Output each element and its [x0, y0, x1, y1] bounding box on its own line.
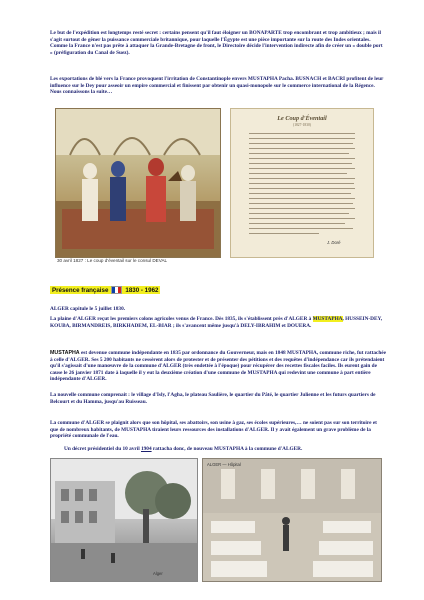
text-line [249, 163, 352, 164]
figure-row [55, 108, 373, 256]
decret-text-end: rattacha donc, de nouveau MUSTAPHA à la commune d'ALGER. [151, 446, 303, 452]
paragraph-nouvelle-commune: La nouvelle commune comprenait : le village d'Isly, l'Agha, le plateau Saulière, le quartier du Pâté, le quartier Julienne et les futurs quartiers de Belcourt et du Hamma, jusqu'au Ruisseau. [50, 392, 376, 405]
section-label-end: 1830 - 1962 [125, 286, 159, 294]
mustapha-highlight: MUSTAPHA [312, 316, 343, 322]
ward-illustration [203, 459, 381, 581]
text-line [249, 188, 355, 189]
paragraph-decret [64, 446, 386, 453]
text-line [249, 133, 355, 134]
text-line [249, 173, 347, 174]
text-line [249, 213, 349, 214]
text-line [249, 193, 351, 194]
decret-year: 1904 [141, 446, 152, 452]
photo1-caption: Alger [153, 571, 163, 576]
text-line [249, 138, 355, 139]
photo-row [50, 458, 380, 580]
text-line [249, 178, 355, 179]
text-line [249, 208, 355, 209]
hospital-street-photo [50, 458, 198, 582]
coup-eventail-painting [55, 108, 221, 258]
colons-text-end: , HUSSEIN-DEY, KOUBA, BIRMANDREIS, BIRKHADEM, EL-BIAR ; ils s'avancent même jusqu'à DELY-IBRAHIM et DOUERA. [50, 316, 383, 329]
commune-text: est devenue commune indépendante en 1835 par ordonnance du Gouverneur, mais en 1848 MUSTAPHA, commune riche, fut rattachée à celle d'ALGER. Ses 5 200 habitants ne cessèrent alors de protester et de présenter des pétitions et des requêtes d'indépendance car ils prétendaient qu'il s'agissait d'une manœuvre de la commune d'ALGER (très endettée à l'époque) pour récupérer des recettes fiscales faciles. Ils eurent gain de cause le 26 janvier 1871 date à laquelle il y eut la deuxième création d'une commune de MUSTAPHA qui redevint une commune à part entière indépendante d'ALGER. [50, 350, 387, 383]
text-line [249, 153, 349, 154]
paragraph-capitulation: ALGER capitule le 5 juillet 1830. [50, 306, 126, 312]
postcard-signature: J. Doré [327, 240, 341, 245]
painting-illustration [56, 109, 220, 257]
text-line [249, 183, 354, 184]
postcard-text [230, 108, 374, 258]
text-line [249, 228, 353, 229]
paragraph-expedition: Le but de l'expédition est longtemps resté secret : certains pensent qu'il faut éloigner un BONAPARTE trop encombrant et trop ambitieux ; mais il s'agit surtout de gêner la puissance commerciale britannique, pour laquelle l'Égypte est une pièce importante sur la route des Indes orientales. Comme la France n'est pas prête à attaquer la Grande-Bretagne de front, le Directoire décide l'intervention indirecte afin de créer un « double port » (préfiguration du Canal de Suez). [50, 30, 383, 56]
french-flag-icon [111, 286, 122, 294]
postcard-title: Le Coup d'Éventail [277, 115, 327, 122]
text-line [249, 168, 355, 169]
text-line [249, 233, 319, 234]
text-line [249, 203, 353, 204]
decret-text-start: Un décret présidentiel du 10 avril [64, 446, 141, 452]
figure-caption: 30 avril 1827 : Le coup d'éventail sur le consul DEVAL [57, 258, 168, 263]
section-label-start: Présence française [52, 286, 109, 294]
section-heading-highlight [50, 286, 160, 294]
paragraph-colons [50, 316, 386, 329]
text-line [249, 158, 355, 159]
section-heading [50, 286, 160, 294]
text-line [249, 148, 355, 149]
text-line [249, 223, 345, 224]
paragraph-exportations: Les exportations de blé vers la France provoquent l'irritation de Constantinople envers MUSTAPHA Pacha. BUSNACH et BACRI profitent de leur influence sur le Dey pour asseoir un empire commercial et finissent par obtenir un quasi-monopole sur le commerce international de la Régence. Nous connaissons la suite… [50, 76, 384, 96]
text-line [249, 218, 355, 219]
paragraph-commune [50, 350, 386, 383]
colons-text-start: La plaine d'ALGER reçut les premiers colons agricoles venus de France. Dès 1835, ils s'établissent près d'ALGER à [50, 316, 313, 322]
mustapha-lead: MUSTAPHA [50, 350, 80, 356]
text-line [249, 198, 355, 199]
photo2-caption: ALGER — Hôpital [207, 462, 241, 467]
text-line [249, 143, 353, 144]
hospital-ward-photo [202, 458, 382, 582]
street-illustration [51, 459, 197, 581]
paragraph-alger-plainte: La commune d'ALGER se plaignit alors que son hôpital, ses abattoirs, son usine à gaz, ses écoles supérieures,… ne soient pas sur son territoire et que de nombreux habitants, de MUSTAPHA tiraient leurs ressources des installations d'ALGER. Il y avait également un grave problème de la propriété communale de l'eau. [50, 420, 377, 440]
postcard-subtitle: (1827-1830) [293, 123, 311, 127]
